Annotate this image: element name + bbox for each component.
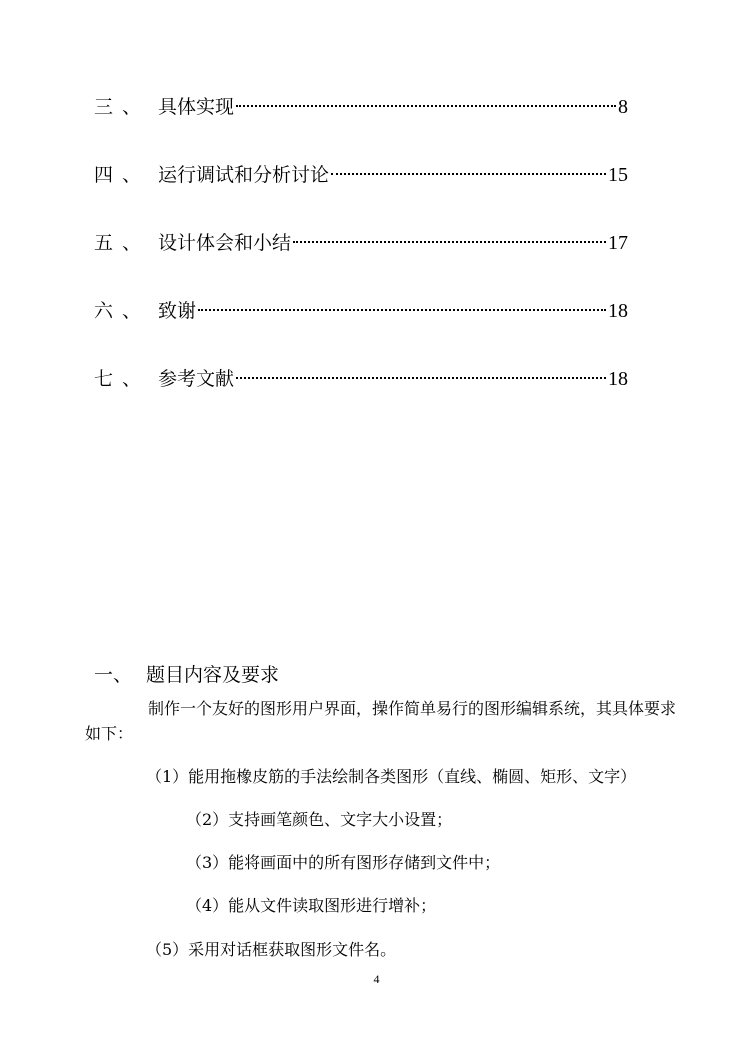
- requirement-item: （1）能用拖橡皮筋的手法绘制各类图形（直线、椭圆、矩形、文字）: [146, 767, 637, 786]
- toc-title: 具体实现: [158, 96, 235, 118]
- toc-number: 四: [94, 164, 114, 186]
- toc-separator: 、: [122, 96, 142, 118]
- toc-leader-dots: [236, 377, 606, 379]
- toc-leader-dots: [198, 309, 606, 311]
- section-title: 题目内容及要求: [146, 664, 280, 686]
- intro-paragraph: [85, 696, 685, 746]
- toc-number: 七: [94, 368, 114, 390]
- toc-title: 运行调试和分析讨论: [158, 164, 330, 186]
- toc-page-number: 17: [608, 232, 628, 254]
- toc-separator: 、: [122, 232, 142, 254]
- section-heading: [94, 660, 279, 687]
- toc-separator: 、: [122, 368, 142, 390]
- toc-title: 致谢: [158, 300, 197, 322]
- toc-number: 五: [94, 232, 114, 254]
- toc-leader-dots: [293, 241, 606, 243]
- toc-leader-dots: [236, 105, 616, 107]
- toc-title: 参考文献: [158, 368, 235, 390]
- toc-page-number: 8: [618, 96, 628, 118]
- toc-separator: 、: [122, 300, 142, 322]
- toc-entry: [94, 92, 628, 122]
- requirement-item: （2）支持画笔颜色、文字大小设置；: [186, 810, 453, 829]
- toc-entry: [94, 296, 628, 326]
- toc-entry: [94, 228, 628, 258]
- requirement-item: （4）能从文件读取图形进行增补；: [186, 896, 437, 915]
- toc-number: 三: [94, 96, 114, 118]
- toc-entry: [94, 160, 628, 190]
- requirement-item: （3）能将画面中的所有图形存储到文件中；: [186, 853, 501, 872]
- toc-entry: [94, 364, 628, 394]
- toc-separator: 、: [122, 164, 142, 186]
- requirement-item: （5）采用对话框获取图形文件名。: [146, 940, 397, 959]
- intro-text: 制作一个友好的图形用户界面，操作简单易行的图形编辑系统，其具体要求如下：: [85, 699, 677, 743]
- page-number: 4: [373, 972, 380, 986]
- toc-page-number: 18: [608, 368, 628, 390]
- toc-leader-dots: [331, 173, 606, 175]
- section-number: 一、: [94, 664, 133, 686]
- toc-page-number: 15: [608, 164, 628, 186]
- toc-title: 设计体会和小结: [158, 232, 292, 254]
- toc-page-number: 18: [608, 300, 628, 322]
- toc-number: 六: [94, 300, 114, 322]
